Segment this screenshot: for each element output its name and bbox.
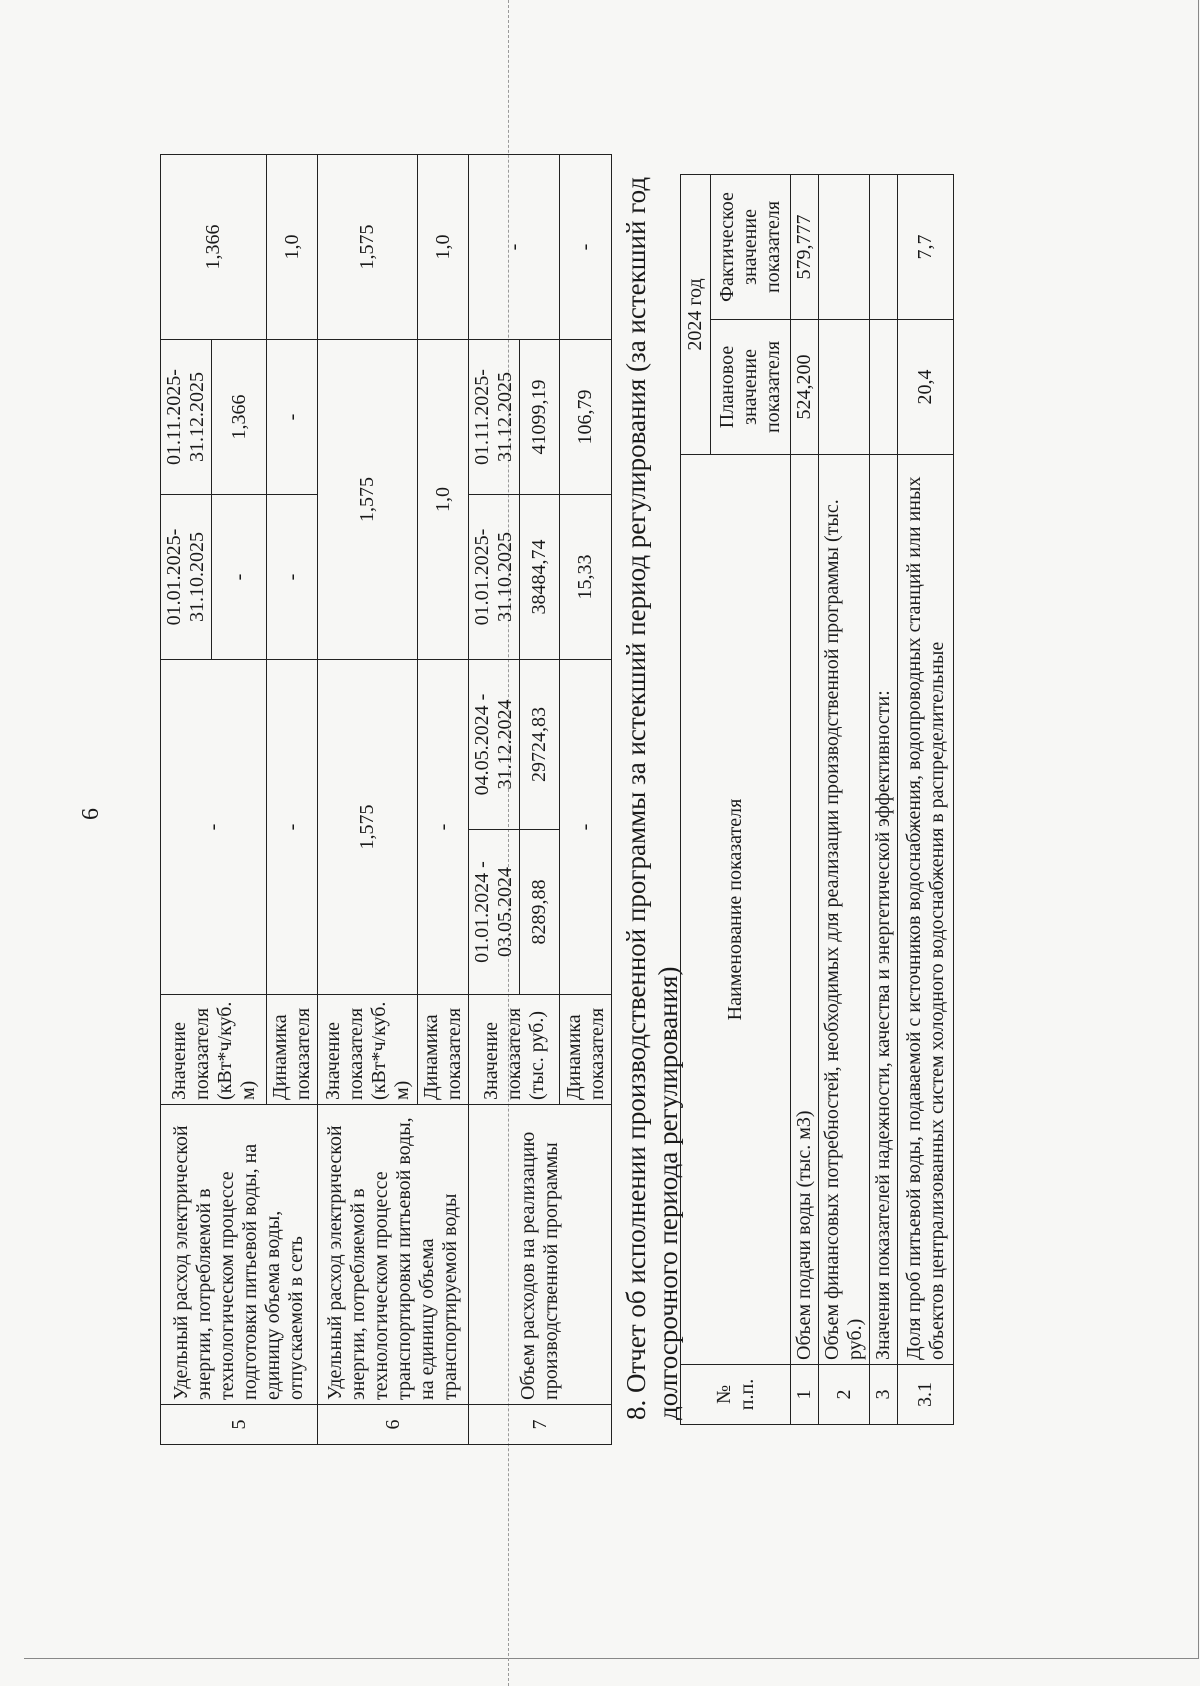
value-2025b-5: 1,366 [212, 339, 267, 494]
value-result-6: 1,575 [318, 154, 418, 339]
dyn-2025b-5: - [267, 339, 318, 494]
table-row-num: 3.1 [898, 1365, 954, 1425]
value-result-5: 1,366 [161, 154, 267, 339]
section-8-title: 8. Отчет об исполнении производственной программы за истекший период регулирования (за истекший год долгосрочного периода регулирования) [621, 176, 684, 1420]
dyn-2025-6: 1,0 [418, 339, 469, 659]
period-7-1: 01.01.2024 - 03.05.2024 [469, 830, 520, 995]
header-num: № п.п. [681, 1365, 791, 1425]
dyn-2024-7: - [560, 659, 612, 994]
page-number: 6 [78, 808, 104, 820]
dyn-result-7: - [560, 154, 612, 339]
table-row-plan: 524,200 [791, 320, 819, 455]
dyn-label-6: Динамика показателя [418, 995, 469, 1105]
value-7-2: 29724,83 [520, 659, 560, 829]
value-2025-6: 1,575 [318, 339, 418, 659]
value-result-7: - [469, 154, 560, 339]
table-row-num: 2 [819, 1365, 870, 1425]
value-7-1: 8289,88 [520, 830, 560, 995]
table-row-name: Объем подачи воды (тыс. м3) [791, 455, 819, 1365]
table-row-plan: 20,4 [898, 320, 954, 455]
dyn-2024-5: - [267, 659, 318, 994]
period-7-2: 04.05.2024 - 31.12.2024 [469, 659, 520, 829]
header-name: Наименование показателя [681, 455, 791, 1365]
row-num-5: 5 [161, 1405, 318, 1445]
table-row-name: Доля проб питьевой воды, подаваемой с источников водоснабжения, водопроводных станций или иных объектов централизованных систем холодного водоснабжения в распределительные [898, 455, 954, 1365]
table-row-plan [819, 320, 870, 455]
dyn-label-5: Динамика показателя [267, 995, 318, 1105]
dyn-2024-6: - [418, 659, 469, 994]
value-label-6: Значение показателя (кВт*ч/куб. м) [318, 995, 418, 1105]
program-report-table [680, 174, 954, 1425]
header-year: 2024 год [681, 175, 711, 455]
row-name-6: Удельный расход электрической энергии, потребляемой в технологическом процессе транспортировки питьевой воды, на единицу объема транспортируемой воды [318, 1105, 469, 1405]
dyn-label-7: Динамика показателя [560, 995, 612, 1105]
value-label-5: Значение показателя (кВт*ч/куб. м) [161, 995, 267, 1105]
value-label-7: Значение показателя (тыс. руб.) [469, 995, 560, 1105]
header-fact: Фактическое значение показателя [711, 175, 791, 320]
table-row-fact: 579,777 [791, 175, 819, 320]
row-name-5: Удельный расход электрической энергии, потребляемой в технологическом процессе подготовки питьевой воды, на единицу объема воды, отпускаемой в сеть [161, 1105, 318, 1405]
value-7-4: 41099,19 [520, 339, 560, 494]
dyn-result-5: 1,0 [267, 154, 318, 339]
table-row-name: Значения показателей надежности, качества и энергетической эффективности: [870, 455, 898, 1365]
row-num-6: 6 [318, 1405, 469, 1445]
period-2025-a: 01.01.2025- 31.10.2025 [161, 494, 212, 659]
row-name-7: Объем расходов на реализацию производственной программы [469, 1105, 612, 1405]
dyn-result-6: 1,0 [418, 154, 469, 339]
period-7-3: 01.01.2025- 31.10.2025 [469, 494, 520, 659]
table-row-fact [870, 175, 898, 320]
period-7-4: 01.11.2025- 31.12.2025 [469, 339, 520, 494]
header-plan: Плановое значение показателя [711, 320, 791, 455]
rotated-sheet [0, 120, 1110, 1480]
table-row-fact [819, 175, 870, 320]
table-row-name: Объем финансовых потребностей, необходимых для реализации производственной программы (тыс. руб.) [819, 455, 870, 1365]
table-row-plan [870, 320, 898, 455]
dyn-2025b-7: 106,79 [560, 339, 612, 494]
indicators-table-continued [160, 154, 612, 1445]
table-row-num: 3 [870, 1365, 898, 1425]
table-row-num: 1 [791, 1365, 819, 1425]
dyn-2025a-7: 15,33 [560, 494, 612, 659]
row-num-7: 7 [469, 1405, 612, 1445]
value-7-3: 38484,74 [520, 494, 560, 659]
period-2025-b: 01.11.2025- 31.12.2025 [161, 339, 212, 494]
value-2024-6: 1,575 [318, 659, 418, 994]
value-2024-5: - [161, 659, 267, 994]
dyn-2025a-5: - [267, 494, 318, 659]
table-row-fact: 7,7 [898, 175, 954, 320]
value-2025a-5: - [212, 494, 267, 659]
